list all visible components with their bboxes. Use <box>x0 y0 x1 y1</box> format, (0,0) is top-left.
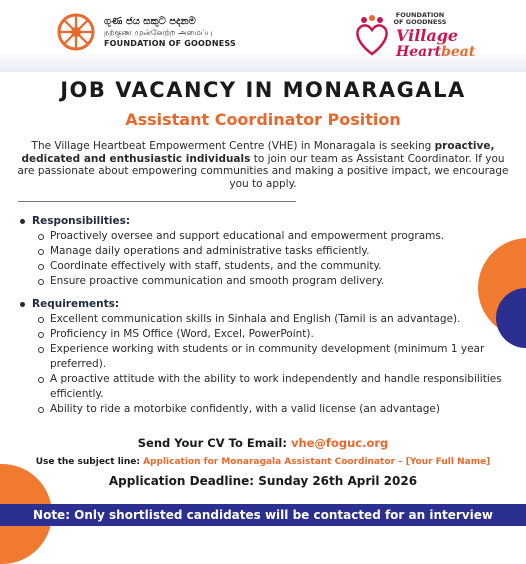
village-heartbeat-logo <box>350 8 476 64</box>
org-name-sinhala: ගුණ ජය සකුට පදනම <box>104 15 196 27</box>
cv-email-link[interactable]: vhe@foguc.org <box>290 436 389 450</box>
requirements-section <box>18 297 508 417</box>
shortlist-note-banner: Note: Only shortlisted candidates will be contacted for an interview <box>0 504 526 526</box>
people-heart-icon <box>350 14 394 58</box>
requirements-list <box>18 312 508 417</box>
partner-heartbeat-word <box>396 44 475 60</box>
intro-paragraph <box>12 140 514 190</box>
cv-label: Send Your CV To Email: <box>137 436 291 450</box>
responsibilities-section <box>18 214 508 289</box>
subject-line-instruction <box>0 457 526 467</box>
list-item: Proactively oversee and support educational and empowerment programs. <box>18 229 508 244</box>
partner-beat-word: beat <box>441 44 476 60</box>
org-name-tamil: நற்குண முன்னேற்ற அமைப்பு <box>104 27 213 37</box>
list-item: Proficiency in MS Office (Word, Excel, PowerPoint). <box>18 327 508 342</box>
responsibilities-heading: Responsibilities: <box>18 214 508 229</box>
dharma-wheel-icon <box>56 12 96 52</box>
list-item: Coordinate effectively with staff, students, and the community. <box>18 259 508 274</box>
responsibilities-list <box>18 229 508 289</box>
cv-instruction <box>0 436 526 450</box>
intro-text-2: to join our team as Assistant Coordinator. If you are passionate about empowering communities and making a positive impact, we encourage you to apply. <box>17 152 509 190</box>
position-subtitle: Assistant Coordinator Position <box>125 110 401 129</box>
application-deadline: Application Deadline: Sunday 26th April 2026 <box>108 474 418 488</box>
list-item: A proactive attitude with the ability to work independently and handle responsibilities efficiently. <box>18 372 508 402</box>
requirements-heading: Requirements: <box>18 297 508 312</box>
page-title: JOB VACANCY IN MONARAGALA <box>60 78 466 102</box>
intro-text-1: The Village Heartbeat Empowerment Centre (VHE) in Monaragala is seeking <box>31 140 435 152</box>
divider <box>18 201 296 202</box>
list-item: Ensure proactive communication and smooth program delivery. <box>18 274 508 289</box>
subject-value: Application for Monaragala Assistant Coordinator – [Your Full Name] <box>143 457 491 467</box>
list-item: Manage daily operations and administrative tasks efficiently. <box>18 244 508 259</box>
list-item: Experience working with students or in community development (minimum 1 year preferred). <box>18 342 508 372</box>
partner-heart-word: Heart <box>396 44 442 60</box>
partner-village-word: Village <box>396 26 459 45</box>
partner-org-name: FOUNDATION OF GOODNESS <box>393 11 447 26</box>
foundation-logo <box>56 12 236 52</box>
org-name-english: FOUNDATION OF GOODNESS <box>104 38 236 48</box>
list-item: Ability to ride a motorbike confidently, with a valid license (an advantage) <box>18 402 508 417</box>
intro-bold-text: proactive, dedicated and enthusiastic individuals <box>21 140 495 165</box>
list-item: Excellent communication skills in Sinhala and English (Tamil is an advantage). <box>18 312 508 327</box>
subject-label: Use the subject line: <box>35 457 144 467</box>
